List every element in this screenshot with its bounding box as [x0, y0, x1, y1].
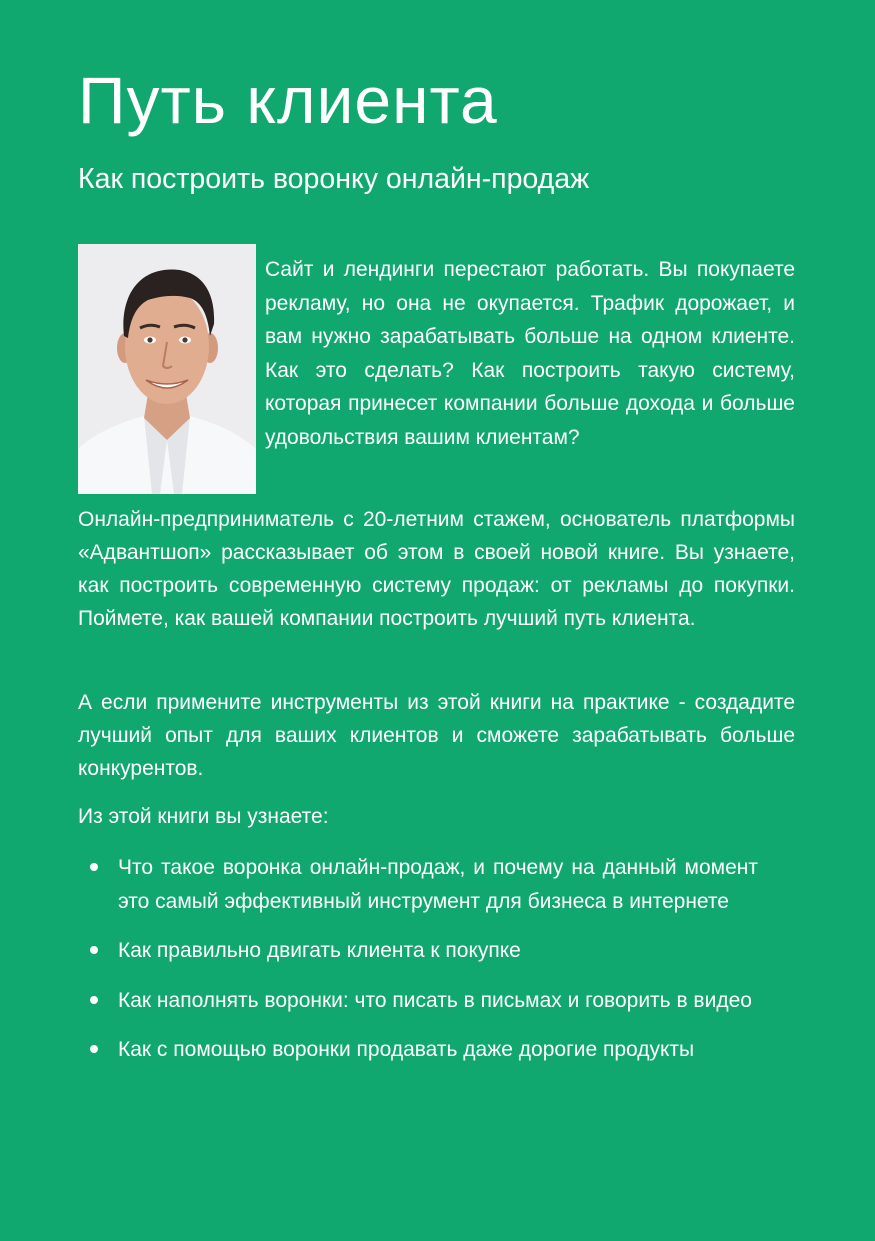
list-item	[88, 1033, 758, 1067]
list-item	[88, 934, 758, 968]
page-subtitle: Как построить воронку онлайн-продаж	[78, 163, 590, 195]
topics-list	[88, 851, 758, 1083]
page-title: Путь клиента	[78, 63, 498, 137]
list-item-text: Как с помощью воронки продавать даже дорогие продукты	[118, 1038, 695, 1061]
bullet-dot-icon	[90, 1045, 98, 1053]
intro-paragraph: Сайт и лендинги перестают работать. Вы покупаете рекламу, но она не окупается. Трафик дорожает, и вам нужно зарабатывать больше на одном клиенте. Как это сделать? Как построить такую систему, которая принесет компании больше дохода и больше удовольствия вашим клиентам?	[265, 258, 795, 449]
author-description-paragraph: Онлайн-предприниматель с 20-летним стажем, основатель платформы «Адвантшоп» рассказывает об этом в своей новой книге. Вы узнаете, как построить современную систему продаж: от рекламы до покупки. Поймете, как вашей компании построить лучший путь клиента.	[78, 508, 795, 630]
practice-paragraph: А если примените инструменты из этой книги на практике - создадите лучший опыт для ваших клиентов и сможете зарабатывать больше конкурентов.	[78, 691, 795, 780]
list-item-text: Как наполнять воронки: что писать в письмах и говорить в видео	[118, 988, 752, 1012]
list-item	[88, 851, 758, 918]
author-photo	[78, 244, 256, 494]
bullet-dot-icon	[90, 863, 98, 871]
list-item-text: Что такое воронка онлайн-продаж, и почему на данный момент это самый эффективный инструмент для бизнеса в интернете	[118, 856, 758, 913]
bullet-dot-icon	[90, 996, 98, 1004]
list-item-text: Как правильно двигать клиента к покупке	[118, 939, 521, 962]
bullet-dot-icon	[90, 946, 98, 954]
list-intro: Из этой книги вы узнаете:	[78, 805, 329, 828]
list-item	[88, 984, 758, 1018]
